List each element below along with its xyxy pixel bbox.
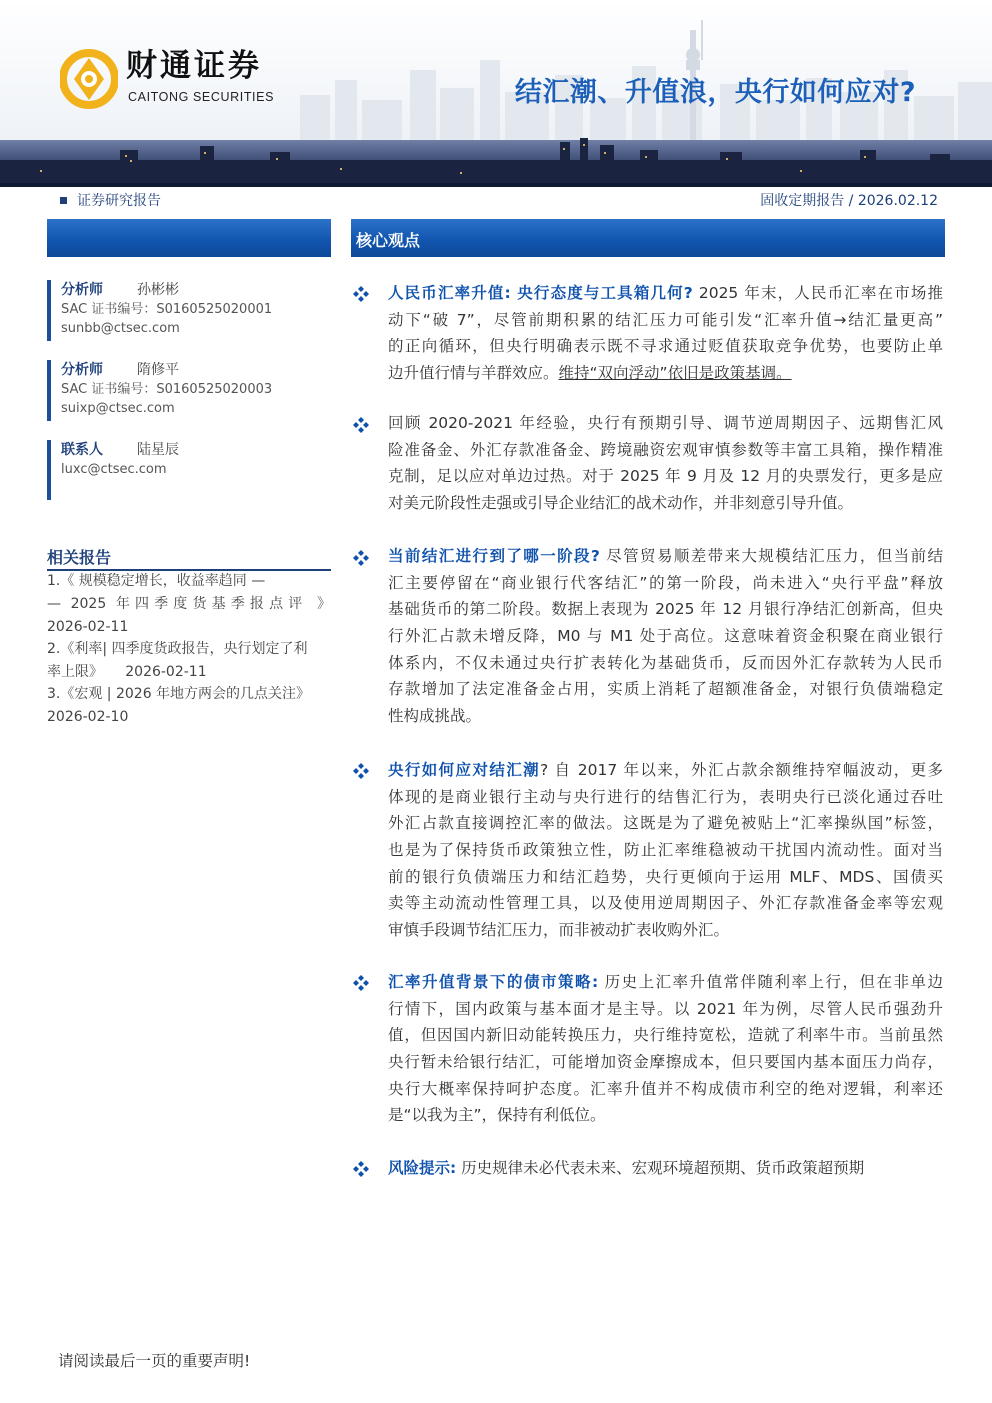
related-report-line[interactable]: 3.《宏观 | 2026 年地方两会的几点关注》 <box>47 686 311 702</box>
paragraph-text: 行外汇占款未增反降，M0 与 M1 处于高位。这意味着资金积聚在商业银行 <box>388 627 943 646</box>
related-reports-title: 相关报告 <box>47 548 112 567</box>
core-view-header-bar <box>351 219 945 257</box>
header-banner <box>0 0 992 188</box>
paragraph-text: ? 自 2017 年以来，外汇占款余额维持窄幅波动，更多 <box>540 761 943 779</box>
analyst-role: 分析师 <box>61 362 103 378</box>
paragraph-text: 汇主要停留在“商业银行代客结汇”的第一阶段，尚未进入“央行平盘”释放 <box>388 573 943 592</box>
diamond-bullet-icon <box>351 284 371 304</box>
analyst-card <box>47 280 331 341</box>
paragraph-text: 基础货币的第二阶段。数据上表现为 2025 年 12 月银行净结汇创新高，但央 <box>388 600 943 619</box>
report-category-label: 证券研究报告 <box>77 193 161 209</box>
logo-text-en: CAITONG SECURITIES <box>128 90 275 104</box>
paragraph-text: 边升值行情与羊群效应。 <box>388 364 559 383</box>
diamond-bullet-icon <box>351 1159 371 1179</box>
paragraph-text: 历史上汇率升值常伴随利率上行，但在非单边 <box>598 973 943 991</box>
diamond-bullet-icon <box>351 973 371 993</box>
core-view-title: 核心观点 <box>356 231 421 250</box>
diamond-bullet-icon <box>351 548 371 568</box>
paragraph-text: 险准备金、外汇存款准备金、跨境融资宏观审慎参数等丰富工具箱，操作精准 <box>388 440 943 459</box>
analyst-cert: SAC 证书编号：S0160525020003 <box>61 382 273 397</box>
contact-card <box>47 440 331 500</box>
related-report-line[interactable]: — 2025 年四季度货基季报点评 》 <box>47 596 331 612</box>
paragraph-text: 性构成挑战。 <box>388 707 482 726</box>
policy-stance-text: 维持“双向浮动”依旧是政策基调。 <box>558 364 792 383</box>
paragraph-text: 2025 年末，人民币汇率在市场推 <box>692 284 943 302</box>
diamond-bullet-icon <box>351 761 371 781</box>
paragraph-text: 外汇占款直接调控汇率的做法。这既是为了避免被贴上“汇率操纵国”标签， <box>388 814 943 833</box>
related-report-date: 2026-02-11 <box>47 619 129 635</box>
related-report-date: 2026-02-10 <box>47 709 129 725</box>
contact-role: 联系人 <box>61 442 103 458</box>
paragraph-heading: 当前结汇进行到了哪一阶段? <box>388 547 600 565</box>
paragraph-heading: 央行如何应对结汇潮 <box>388 761 540 779</box>
paragraph-text: 央行暂未给银行结汇，可能增加资金摩擦成本，但只要国内基本面压力尚存， <box>388 1053 943 1072</box>
paragraph-text: 审慎手段调节结汇压力，而非被动扩表收购外汇。 <box>388 921 730 940</box>
paragraph-text: 动下“破 7”，尽管前期积累的结汇压力可能引发“汇率升值→结汇量更高” <box>388 310 943 329</box>
paragraph-text: 存款增加了法定准备金占用，实质上消耗了超额准备金，对银行负债端稳定 <box>388 680 943 699</box>
paragraph-text: 体系内，不仅未通过央行扩表转化为基础货币，反而因外汇存款转为人民币 <box>388 653 943 672</box>
logo-text-cn: 财通证券 <box>126 48 262 84</box>
company-logo <box>60 46 310 116</box>
paragraph-heading: 人民币汇率升值: 央行态度与工具箱几何? <box>388 284 693 302</box>
disclaimer-notice: 请阅读最后一页的重要声明! <box>58 1352 251 1370</box>
paragraph-rmb-appreciation <box>388 280 943 387</box>
report-type-date: 固收定期报告 / 2026.02.12 <box>760 193 938 209</box>
diamond-bullet-icon <box>351 415 371 435</box>
paragraph-text: 克制，足以应对单边过热。对于 2025 年 9 月及 12 月的央票发行，更多是应 <box>388 467 943 486</box>
analyst-email[interactable]: suixp@ctsec.com <box>61 401 175 416</box>
paragraph-text: 回顾 2020-2021 年经验，央行有预期引导、调节逆周期因子、远期售汇风 <box>388 414 943 432</box>
contact-name: 陆星辰 <box>137 442 179 458</box>
analyst-email[interactable]: sunbb@ctsec.com <box>61 321 180 336</box>
paragraph-text: 也是为了保持货币政策独立性，防止汇率维稳被动干扰国内流动性。面对当 <box>388 841 943 860</box>
analyst-cert: SAC 证书编号：S0160525020001 <box>61 302 273 317</box>
report-title: 结汇潮、升值浪，央行如何应对? <box>514 77 916 108</box>
analyst-name: 孙彬彬 <box>137 282 179 298</box>
square-bullet-icon <box>60 197 67 204</box>
paragraph-toolbox-review <box>388 410 943 517</box>
paragraph-text: 尽管贸易顺差带来大规模结汇压力，但当前结 <box>599 547 943 565</box>
sidebar-header-bar <box>47 219 331 257</box>
logo-emblem-icon <box>60 48 118 110</box>
paragraph-text: 值，但因国内新旧动能转换压力，央行维持宽松，造就了利率牛市。当前虽然 <box>388 1026 943 1045</box>
paragraph-text: 是“以我为主”，保持有利低位。 <box>388 1106 606 1125</box>
report-category <box>60 190 161 210</box>
paragraph-text: 历史规律未必代表未来、宏观环境超预期、货币政策超预期 <box>456 1159 865 1177</box>
paragraph-settlement-stage <box>388 543 943 730</box>
paragraph-text: 行情下，国内政策与基本面才是主导。以 2021 年为例，尽管人民币强劲升 <box>388 999 943 1018</box>
related-report-line[interactable]: 率上限》 2026-02-11 <box>47 664 207 680</box>
paragraph-text: 央行大概率保持呵护态度。汇率升值并不构成债市利空的绝对逻辑，利率还 <box>388 1079 943 1098</box>
paragraph-risk-warning <box>388 1155 943 1182</box>
paragraph-text: 体现的是商业银行主动与央行进行的结售汇行为，表明央行已淡化通过吞吐 <box>388 787 943 806</box>
paragraph-text: 的正向循环，但央行明确表示既不寻求通过贬值获取竞争优势，也要防止单 <box>388 337 943 356</box>
paragraph-heading: 汇率升值背景下的债市策略: <box>388 973 599 991</box>
analyst-name: 隋修平 <box>137 362 179 378</box>
analyst-role: 分析师 <box>61 282 103 298</box>
paragraph-text: 对美元阶段性走强或引导企业结汇的战术动作，并非刻意引导升值。 <box>388 494 854 513</box>
paragraph-text: 卖等主动流动性管理工具，以及使用逆周期因子、外汇存款准备金率等宏观 <box>388 894 943 913</box>
analyst-card <box>47 360 331 421</box>
paragraph-central-bank-response <box>388 757 943 944</box>
contact-email[interactable]: luxc@ctsec.com <box>61 462 167 477</box>
paragraph-text: 前的银行负债端压力和结汇趋势，央行更倾向于运用 MLF、MDS、国债买 <box>388 867 943 886</box>
related-report-line[interactable]: 2.《利率| 四季度货政报告，央行划定了利 <box>47 641 308 657</box>
paragraph-bond-strategy <box>388 969 943 1129</box>
paragraph-heading: 风险提示: <box>388 1159 457 1177</box>
related-report-line[interactable]: 1.《 规模稳定增长，收益率趋同 — <box>47 573 266 589</box>
